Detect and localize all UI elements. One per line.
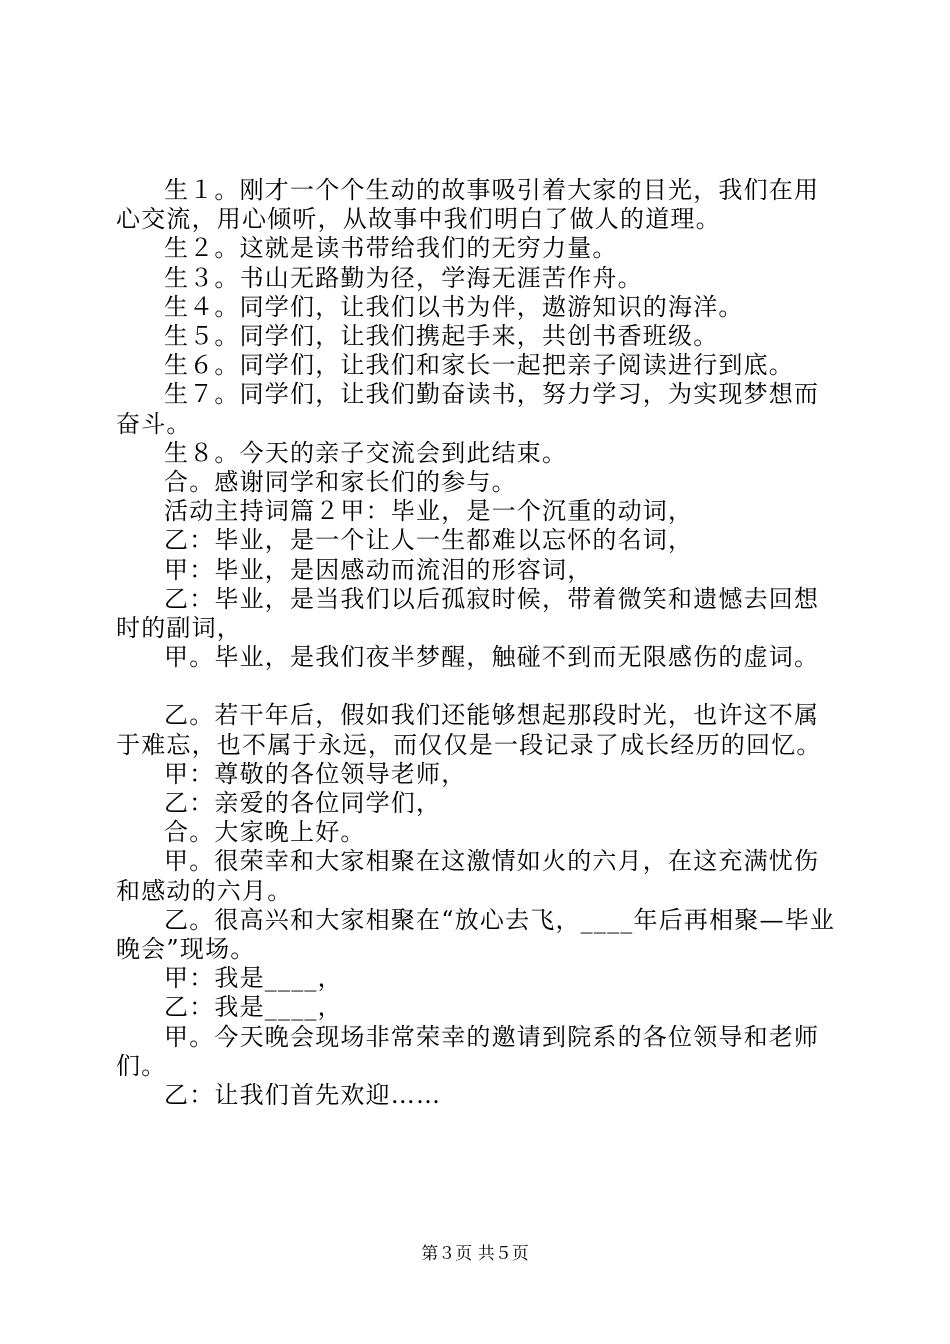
paragraph: 甲：尊敬的各位领导老师， [164, 759, 467, 788]
paragraph: 生３。书山无路勤为径，学海无涯苦作舟。 [164, 263, 643, 292]
document-body [116, 176, 836, 1110]
paragraph: 生１。刚才一个个生动的故事吸引着大家的目光，我们在用心交流，用心倾听，从故事中我们明白了做人的道理。 [116, 176, 820, 234]
paragraph: 生７。同学们，让我们勤奋读书，努力学习，为实现梦想而奋斗。 [116, 380, 820, 438]
paragraph: 乙：毕业，是一个让人一生都难以忘怀的名词， [164, 526, 694, 555]
paragraph: 甲：我是____， [164, 964, 343, 993]
paragraph: 活动主持词篇２甲：毕业，是一个沉重的动词， [164, 497, 694, 526]
paragraph: 甲。今天晚会现场非常荣幸的邀请到院系的各位领导和老师们。 [116, 1022, 820, 1080]
paragraph: 合。感谢同学和家长们的参与。 [164, 468, 517, 497]
paragraph: 生２。这就是读书带给我们的无穷力量。 [164, 234, 618, 263]
paragraph: 甲。很荣幸和大家相聚在这激情如火的六月，在这充满忧伤和感动的六月。 [116, 847, 820, 905]
paragraph: 生６。同学们，让我们和家长一起把亲子阅读进行到底。 [164, 351, 794, 380]
paragraph: 甲。毕业，是我们夜半梦醒，触碰不到而无限感伤的虚词。 [164, 643, 820, 672]
paragraph: 乙：让我们首先欢迎…… [164, 1081, 442, 1110]
paragraph: 乙：毕业，是当我们以后孤寂时候，带着微笑和遗憾去回想时的副词， [116, 584, 820, 643]
paragraph: 合。大家晚上好。 [164, 818, 366, 847]
page-number-footer: 第３页 共５页 [421, 1244, 529, 1264]
paragraph: 生５。同学们，让我们携起手来，共创书香班级。 [164, 322, 719, 351]
paragraph: 甲：毕业，是因感动而流泪的形容词， [164, 555, 593, 584]
paragraph: 生４。同学们，让我们以书为伴，遨游知识的海洋。 [164, 292, 744, 321]
paragraph: 乙：亲爱的各位同学们， [164, 789, 442, 818]
paragraph: 乙。很高兴和大家相聚在“放心去飞，____年后再相聚—毕业晚会”现场。 [116, 905, 836, 964]
paragraph: 生８。今天的亲子交流会到此结束。 [164, 438, 568, 467]
paragraph: 乙。若干年后，假如我们还能够想起那段时光，也许这不属于难忘，也不属于永远，而仅仅是一段记录了成长经历的回忆。 [116, 701, 822, 759]
paragraph: 乙：我是____， [164, 993, 343, 1022]
